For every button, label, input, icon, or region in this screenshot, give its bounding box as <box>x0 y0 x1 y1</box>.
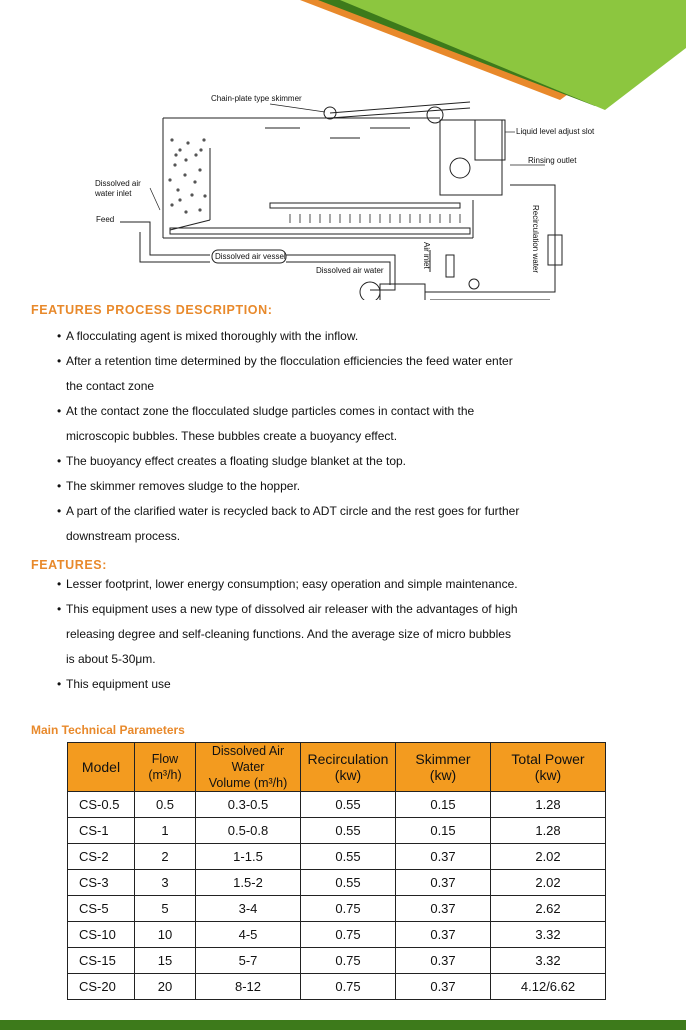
table-cell: 3-4 <box>196 896 301 922</box>
list-item-continuation <box>57 374 647 399</box>
daf-process-diagram <box>0 0 686 300</box>
features-list <box>57 572 647 697</box>
table-cell: 3 <box>135 870 196 896</box>
header-rec-line2: (kw) <box>334 767 362 783</box>
label-air-vessel: Dissolved air vessel <box>215 252 286 261</box>
header-skimmer <box>396 743 491 792</box>
params-heading: Main Technical Parameters <box>31 723 185 737</box>
table-cell: 1 <box>135 818 196 844</box>
table-cell: 0.55 <box>301 870 396 896</box>
table-cell: 3.32 <box>491 948 606 974</box>
table-cell: 0.37 <box>396 870 491 896</box>
label-air-inlet: Air inlet <box>422 242 431 269</box>
table-header-row <box>68 743 606 792</box>
table-cell: CS-1 <box>68 818 135 844</box>
table-cell: 0.55 <box>301 818 396 844</box>
table-row <box>68 792 606 818</box>
table-cell: 2.02 <box>491 870 606 896</box>
header-rec-line1: Recirculation <box>307 751 389 767</box>
table-cell: 4.12/6.62 <box>491 974 606 1000</box>
parameters-table <box>67 742 606 1000</box>
label-dissolved-water: Dissolved air water <box>316 266 384 275</box>
table-cell: 20 <box>135 974 196 1000</box>
table-cell: 0.55 <box>301 844 396 870</box>
header-total-power <box>491 743 606 792</box>
continuation-text: is about 5-30μm. <box>66 652 156 666</box>
table-cell: CS-3 <box>68 870 135 896</box>
process-list <box>57 324 647 549</box>
table-cell: 4-5 <box>196 922 301 948</box>
table-row <box>68 896 606 922</box>
table-cell: 1-1.5 <box>196 844 301 870</box>
label-feed: Feed <box>96 215 115 224</box>
header-model <box>68 743 135 792</box>
table-cell: 0.75 <box>301 948 396 974</box>
table-cell: CS-15 <box>68 948 135 974</box>
list-item: • At the contact zone the flocculated sludge particles comes in contact with the <box>57 399 647 424</box>
header-dissolved-air <box>196 743 301 792</box>
table-cell: 0.15 <box>396 818 491 844</box>
list-item: • This equipment use <box>57 672 647 697</box>
table-row <box>68 818 606 844</box>
process-heading: FEATURES PROCESS DESCRIPTION: <box>31 303 273 317</box>
table-cell: 1.28 <box>491 792 606 818</box>
label-recirculation: Recirculation water <box>531 205 540 274</box>
table-body <box>68 792 606 1000</box>
table-cell: 5 <box>135 896 196 922</box>
list-item: • A flocculating agent is mixed thoroughly with the inflow. <box>57 324 647 349</box>
list-item-continuation <box>57 524 647 549</box>
table-cell: 10 <box>135 922 196 948</box>
header-dav-line2: Volume (m³/h) <box>208 776 288 790</box>
table-cell: 5-7 <box>196 948 301 974</box>
table-cell: 2.02 <box>491 844 606 870</box>
table-cell: 0.75 <box>301 922 396 948</box>
label-dissolved-inlet-2: water inlet <box>95 189 132 198</box>
table-cell: 0.37 <box>396 896 491 922</box>
header-dav-line1: Dissolved Air Water <box>211 744 285 774</box>
list-item: • After a retention time determined by the flocculation efficiencies the feed water enter <box>57 349 647 374</box>
continuation-text: downstream process. <box>66 529 181 543</box>
table-cell: 0.5 <box>135 792 196 818</box>
list-item-continuation <box>57 647 647 672</box>
table-cell: 0.3-0.5 <box>196 792 301 818</box>
continuation-text: microscopic bubbles. These bubbles create a buoyancy effect. <box>66 429 398 443</box>
bottom-bar <box>0 1020 686 1030</box>
table-cell: 1.5-2 <box>196 870 301 896</box>
features-heading: FEATURES: <box>31 558 107 572</box>
header-sk-line2: (kw) <box>429 767 457 783</box>
table-cell: 0.37 <box>396 922 491 948</box>
table-cell: CS-0.5 <box>68 792 135 818</box>
table-cell: 2.62 <box>491 896 606 922</box>
list-item: • This equipment uses a new type of dissolved air releaser with the advantages of high <box>57 597 647 622</box>
table-cell: 1.28 <box>491 818 606 844</box>
header-tp-line2: (kw) <box>534 767 562 783</box>
table-cell: 8-12 <box>196 974 301 1000</box>
table-cell: 3.32 <box>491 922 606 948</box>
table-row <box>68 844 606 870</box>
table-cell: 0.5-0.8 <box>196 818 301 844</box>
table-cell: 0.75 <box>301 974 396 1000</box>
table-cell: CS-20 <box>68 974 135 1000</box>
list-item: • The skimmer removes sludge to the hopper. <box>57 474 647 499</box>
label-level-adjust: Liquid level adjust slot <box>516 127 595 136</box>
header-recirculation <box>301 743 396 792</box>
label-dissolved-inlet-1: Dissolved air <box>95 179 141 188</box>
header-tp-line1: Total Power <box>511 751 585 767</box>
table-cell: 0.75 <box>301 896 396 922</box>
table-cell: 2 <box>135 844 196 870</box>
header-flow-line1: Flow <box>151 752 179 766</box>
list-item: • Lesser footprint, lower energy consumption; easy operation and simple maintenance. <box>57 572 647 597</box>
header-sk-line1: Skimmer <box>415 751 471 767</box>
table-cell: 0.55 <box>301 792 396 818</box>
label-rinsing: Rinsing outlet <box>528 156 577 165</box>
table-cell: 0.37 <box>396 974 491 1000</box>
label-skimmer: Chain-plate type skimmer <box>211 94 302 103</box>
continuation-text: releasing degree and self-cleaning functions. And the average size of micro bubbles <box>66 627 511 641</box>
table-cell: CS-5 <box>68 896 135 922</box>
table-row <box>68 974 606 1000</box>
list-item-continuation <box>57 622 647 647</box>
table-cell: 0.37 <box>396 844 491 870</box>
continuation-text: the contact zone <box>66 379 155 393</box>
header-model-text: Model <box>81 759 121 775</box>
table-cell: 0.15 <box>396 792 491 818</box>
table-cell: CS-2 <box>68 844 135 870</box>
list-item: • The buoyancy effect creates a floating sludge blanket at the top. <box>57 449 647 474</box>
list-item: • A part of the clarified water is recycled back to ADT circle and the rest goes for further <box>57 499 647 524</box>
table-row <box>68 922 606 948</box>
table-row <box>68 948 606 974</box>
header-flow-line2: (m³/h) <box>148 768 182 782</box>
header-flow <box>135 743 196 792</box>
table-cell: 15 <box>135 948 196 974</box>
list-item-continuation <box>57 424 647 449</box>
table-cell: 0.37 <box>396 948 491 974</box>
table-row <box>68 870 606 896</box>
table-cell: CS-10 <box>68 922 135 948</box>
